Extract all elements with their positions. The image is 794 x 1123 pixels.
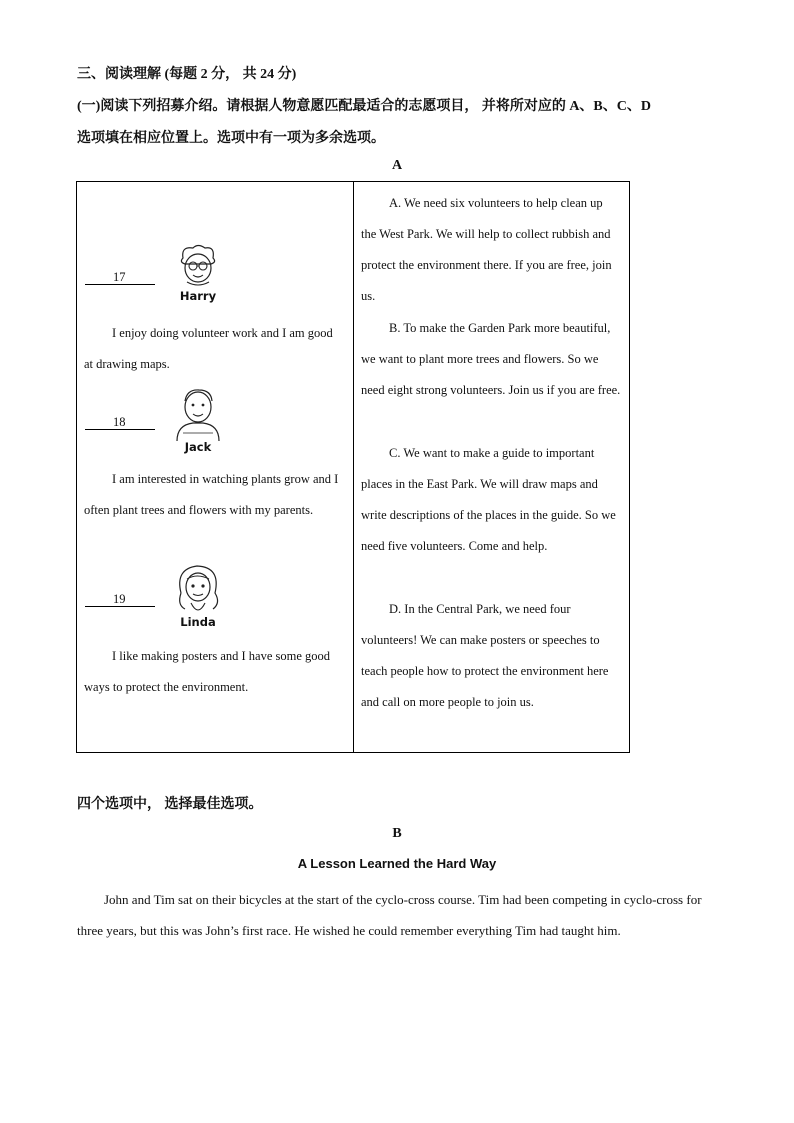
option-d: D. In the Central Park, we need four volunteers! We can make posters or speeches to teach people how to protect the environment here and call on more people to join us. bbox=[361, 602, 609, 709]
statement-harry: I enjoy doing volunteer work and I am good at drawing maps. bbox=[84, 326, 333, 371]
statement-jack: I am interested in watching plants grow and I often plant trees and flowers with my parents. bbox=[84, 472, 339, 517]
person-jack bbox=[163, 387, 233, 457]
option-a: A. We need six volunteers to help clean up the West Park. We will help to collect rubbish and protect the environment there. If you are free, join us. bbox=[361, 196, 612, 303]
table-divider bbox=[353, 182, 354, 752]
blank-number: 19 bbox=[113, 592, 126, 606]
answer-blank-19[interactable] bbox=[85, 592, 155, 607]
instruction-line-1: (一)阅读下列招募介绍。请根据人物意愿匹配最适合的志愿项目， 并将所对应的 A、B、C、D bbox=[77, 99, 651, 114]
blank-number: 17 bbox=[113, 270, 126, 284]
person-name: Linda bbox=[180, 615, 216, 629]
option-b: B. To make the Garden Park more beautiful, we want to plant more trees and flowers. So we need eight strong volunteers. Join us if you are free. bbox=[361, 321, 621, 397]
person-name: Harry bbox=[179, 289, 217, 303]
blank-number: 18 bbox=[113, 415, 126, 429]
harry-portrait-icon bbox=[163, 244, 233, 288]
person-harry bbox=[163, 244, 233, 304]
option-c: C. We want to make a guide to important places in the East Park. We will draw maps and write descriptions of the places in the guide. So we need five volunteers. Come and help. bbox=[361, 446, 616, 553]
person-name: Jack bbox=[184, 440, 212, 454]
section-title: 三、阅读理解 (每题 2 分， 共 24 分) bbox=[77, 67, 297, 82]
story-paragraph: John and Tim sat on their bicycles at the start of the cyclo-cross course. Tim had been competing in cyclo-cross for three years, but this was John’s first race. He wished he could remember everything Tim had taught him. bbox=[77, 892, 702, 938]
instruction-line-2: 选项填在相应位置上。选项中有一项为多余选项。 bbox=[77, 131, 385, 146]
story-title: A Lesson Learned the Hard Way bbox=[297, 856, 497, 871]
person-linda bbox=[163, 563, 233, 633]
answer-blank-17[interactable] bbox=[85, 270, 155, 285]
matching-table bbox=[76, 181, 630, 753]
choose-instruction: 四个选项中， 选择最佳选项。 bbox=[77, 797, 263, 812]
part-b-label: B bbox=[392, 826, 402, 841]
statement-linda: I like making posters and I have some good ways to protect the environment. bbox=[84, 649, 331, 694]
linda-portrait-icon bbox=[163, 563, 233, 617]
part-a-label: A bbox=[391, 158, 403, 173]
answer-blank-18[interactable] bbox=[85, 415, 155, 430]
jack-portrait-icon bbox=[163, 387, 233, 441]
